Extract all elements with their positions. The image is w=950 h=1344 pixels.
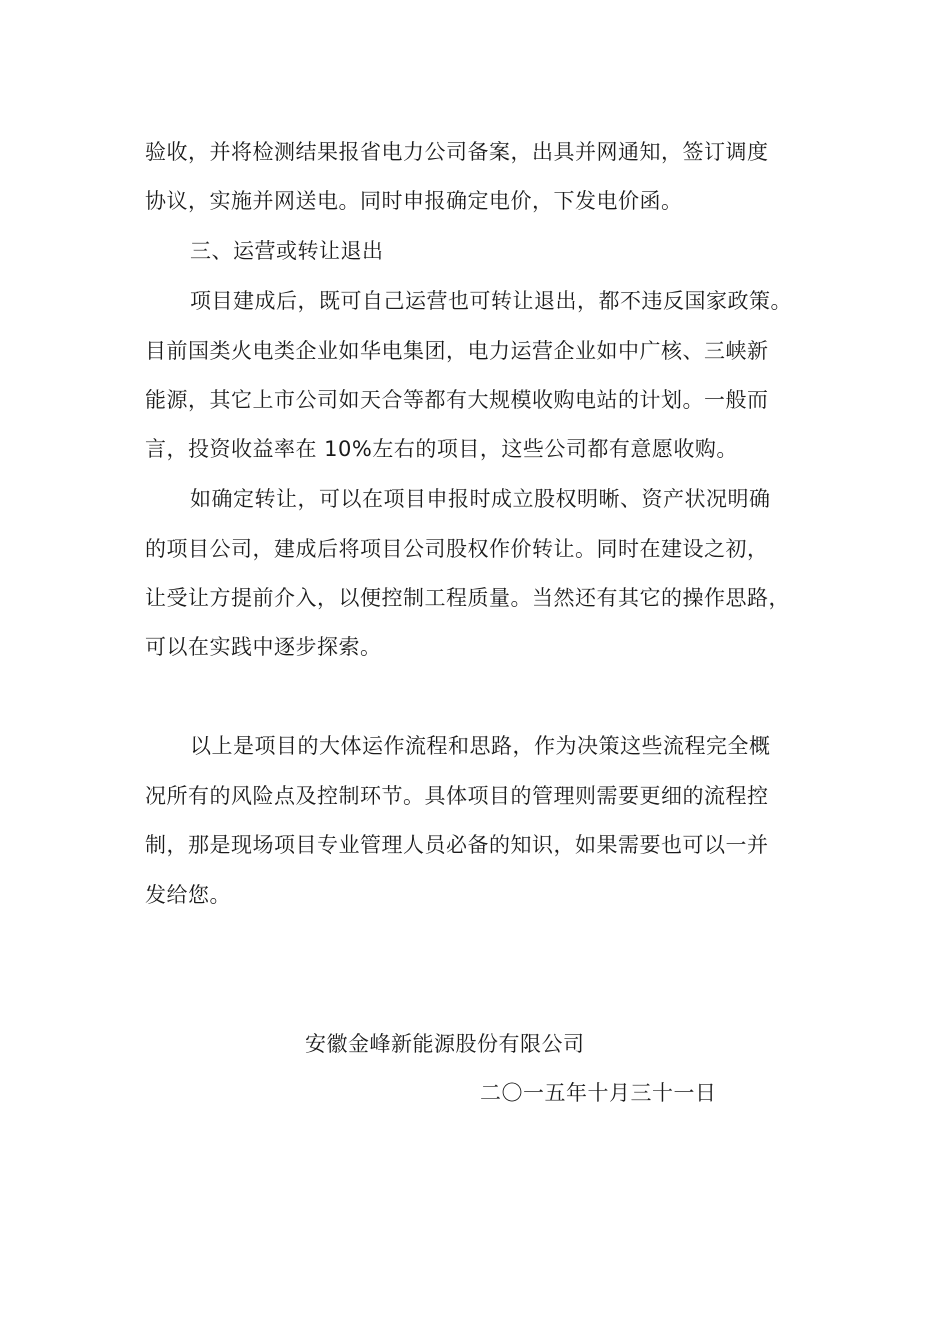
- paragraph-2-line-1: 项目建成后，既可自己运营也可转让退出，都不违反国家政策。: [190, 289, 792, 313]
- paragraph-4-line-3: 制，那是现场项目专业管理人员必备的知识，如果需要也可以一并: [145, 833, 769, 857]
- signature-date: 二〇一五年十月三十一日: [480, 1081, 717, 1105]
- paragraph-4-line-4: 发给您。: [145, 883, 231, 907]
- paragraph-4-line-2: 况所有的风险点及控制环节。具体项目的管理则需要更细的流程控: [145, 784, 769, 808]
- paragraph-2-line-2: 目前国类火电类企业如华电集团，电力运营企业如中广核、三峡新: [145, 339, 769, 363]
- paragraph-3-line-3: 让受让方提前介入，以便控制工程质量。当然还有其它的操作思路，: [145, 586, 790, 610]
- paragraph-4-line-1: 以上是项目的大体运作流程和思路，作为决策这些流程完全概: [190, 734, 771, 758]
- paragraph-1-line-1: 验收，并将检测结果报省电力公司备案，出具并网通知，签订调度: [145, 140, 769, 164]
- paragraph-3-line-1: 如确定转让，可以在项目申报时成立股权明晰、资产状况明确: [190, 487, 771, 511]
- paragraph-3-line-4: 可以在实践中逐步探索。: [145, 635, 382, 659]
- paragraph-2-line-3: 能源，其它上市公司如天合等都有大规模收购电站的计划。一般而: [145, 388, 769, 412]
- paragraph-3-line-2: 的项目公司，建成后将项目公司股权作价转让。同时在建设之初，: [145, 537, 769, 561]
- paragraph-1-line-2: 协议，实施并网送电。同时申报确定电价，下发电价函。: [145, 189, 683, 213]
- signature-company: 安徽金峰新能源股份有限公司: [305, 1032, 585, 1056]
- section-heading: 三、运营或转让退出: [190, 239, 384, 263]
- paragraph-2-line-4: 言，投资收益率在 10%左右的项目，这些公司都有意愿收购。: [145, 437, 738, 461]
